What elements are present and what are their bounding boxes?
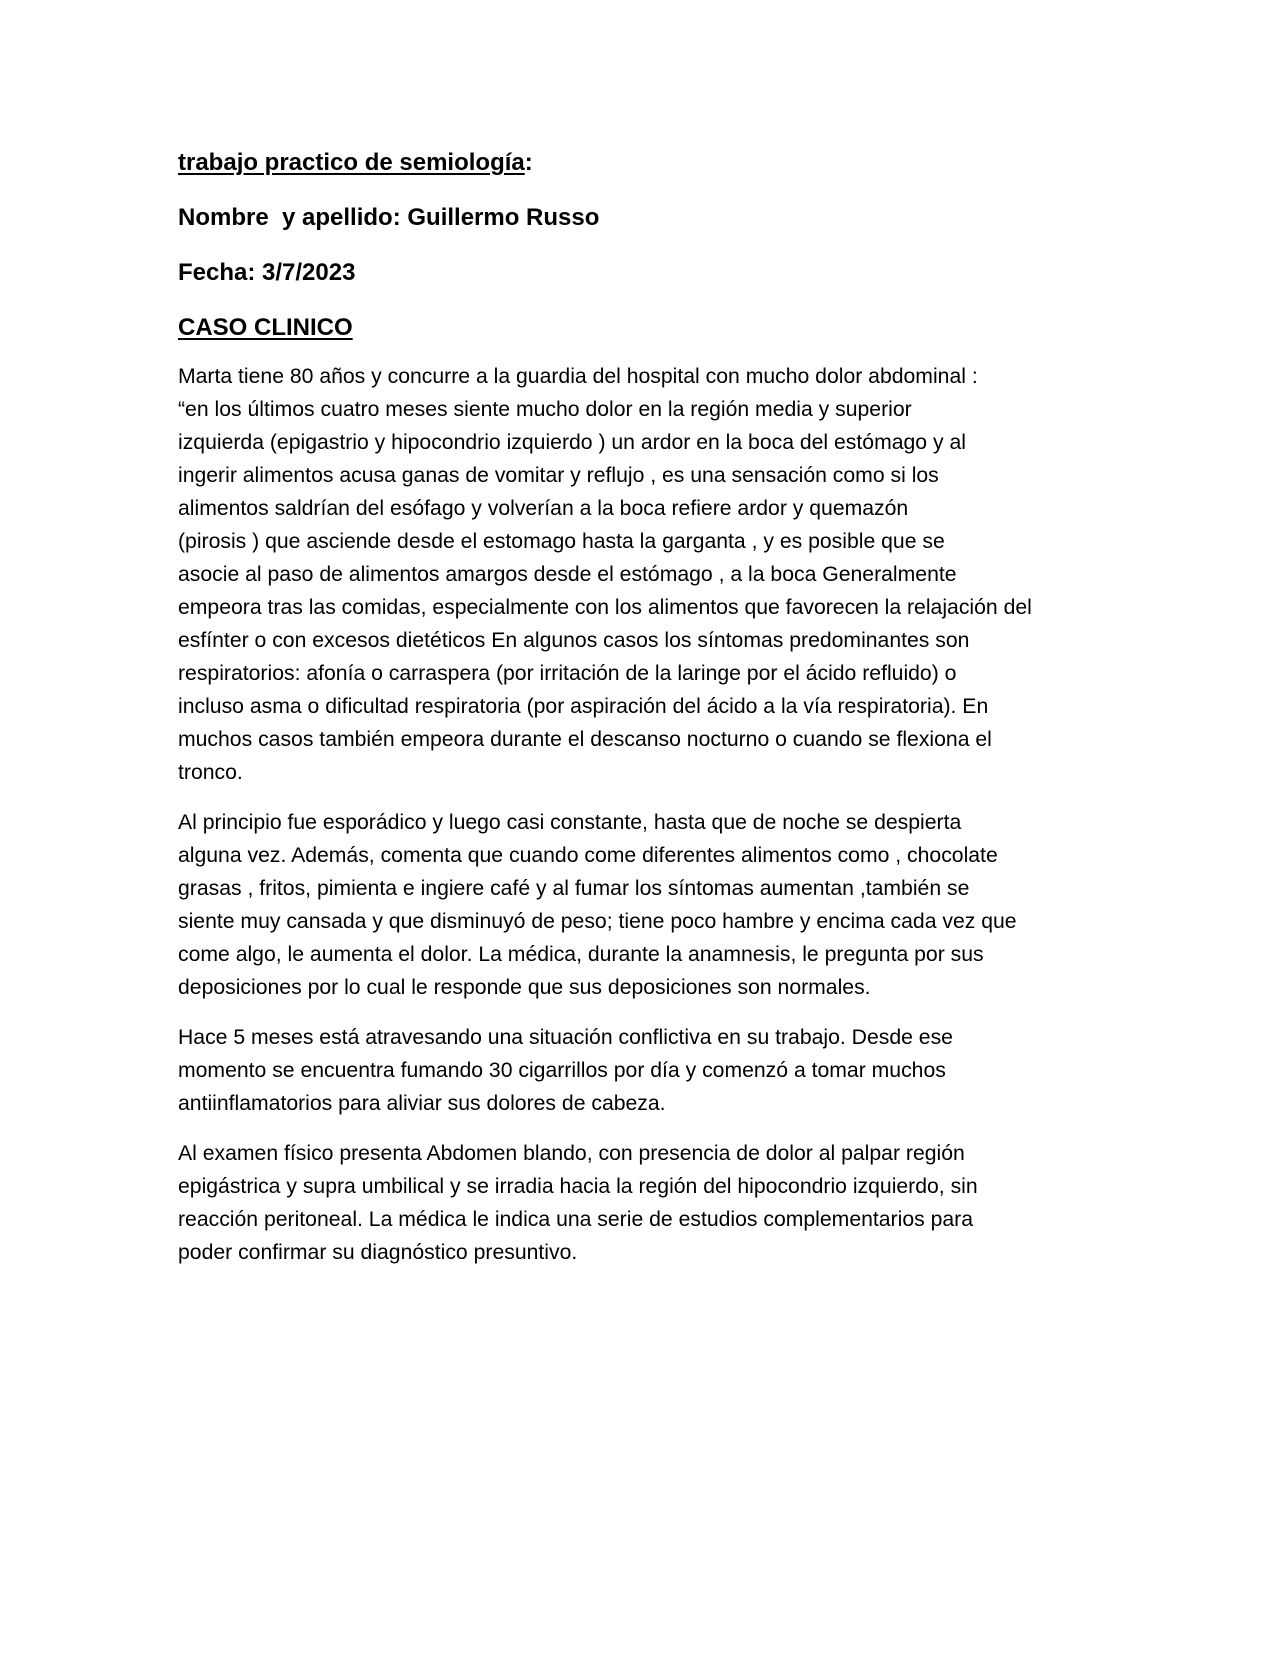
document-title (178, 148, 1110, 178)
paragraph-line: antiinflamatorios para aliviar sus dolores de cabeza. (178, 1092, 666, 1115)
section-heading: CASO CLINICO (178, 314, 353, 341)
paragraph-line: asocie al paso de alimentos amargos desde el estómago , a la boca Generalmente (178, 563, 957, 586)
paragraph-line: momento se encuentra fumando 30 cigarrillos por día y comenzó a tomar muchos (178, 1059, 946, 1082)
paragraph-line: muchos casos también empeora durante el descanso nocturno o cuando se flexiona el (178, 728, 992, 751)
paragraph-line: grasas , fritos, pimienta e ingiere café y al fumar los síntomas aumentan ,también se (178, 877, 970, 900)
paragraph-line: esfínter o con excesos dietéticos En algunos casos los síntomas predominantes son (178, 629, 970, 652)
paragraph (178, 1137, 1110, 1269)
document-date: Fecha: 3/7/2023 (178, 259, 356, 286)
paragraph-line: epigástrica y supra umbilical y se irradia hacia la región del hipocondrio izquierdo, sin (178, 1175, 978, 1198)
document-body (178, 360, 1110, 1269)
paragraph-line: Marta tiene 80 años y concurre a la guardia del hospital con mucho dolor abdominal : (178, 365, 978, 388)
paragraph-line: come algo, le aumenta el dolor. La médica, durante la anamnesis, le pregunta por sus (178, 943, 984, 966)
paragraph-line: incluso asma o dificultad respiratoria (por aspiración del ácido a la vía respiratoria). En (178, 695, 989, 718)
paragraph-line: tronco. (178, 761, 243, 784)
paragraph-line: Hace 5 meses está atravesando una situación conflictiva en su trabajo. Desde ese (178, 1026, 953, 1049)
paragraph-line: respiratorios: afonía o carraspera (por irritación de la laringe por el ácido refluido) o (178, 662, 957, 685)
paragraph (178, 1021, 1110, 1120)
paragraph (178, 806, 1110, 1004)
paragraph-line: poder confirmar su diagnóstico presuntivo. (178, 1241, 578, 1264)
paragraph-line: alguna vez. Además, comenta que cuando come diferentes alimentos como , chocolate (178, 844, 998, 867)
paragraph-line: deposiciones por lo cual le responde que sus deposiciones son normales. (178, 976, 871, 999)
paragraph-line: “en los últimos cuatro meses siente mucho dolor en la región media y superior (178, 398, 912, 421)
paragraph-line: siente muy cansada y que disminuyó de peso; tiene poco hambre y encima cada vez que (178, 910, 1017, 933)
student-name: Nombre y apellido: Guillermo Russo (178, 204, 600, 231)
paragraph-line: reacción peritoneal. La médica le indica una serie de estudios complementarios para (178, 1208, 973, 1231)
paragraph-line: empeora tras las comidas, especialmente con los alimentos que favorecen la relajación del (178, 596, 1032, 619)
paragraph-line: Al examen físico presenta Abdomen blando, con presencia de dolor al palpar región (178, 1142, 965, 1165)
paragraph-line: alimentos saldrían del esófago y volverían a la boca refiere ardor y quemazón (178, 497, 909, 520)
paragraph (178, 360, 1110, 789)
paragraph-line: ingerir alimentos acusa ganas de vomitar y reflujo , es una sensación como si los (178, 464, 939, 487)
document-title-underlined: trabajo practico de semiología (178, 149, 525, 176)
document-title-suffix: : (524, 149, 533, 176)
paragraph-line: (pirosis ) que asciende desde el estomago hasta la garganta , y es posible que se (178, 530, 945, 553)
paragraph-line: izquierda (epigastrio y hipocondrio izquierdo ) un ardor en la boca del estómago y al (178, 431, 966, 454)
paragraph-line: Al principio fue esporádico y luego casi constante, hasta que de noche se despierta (178, 811, 962, 834)
